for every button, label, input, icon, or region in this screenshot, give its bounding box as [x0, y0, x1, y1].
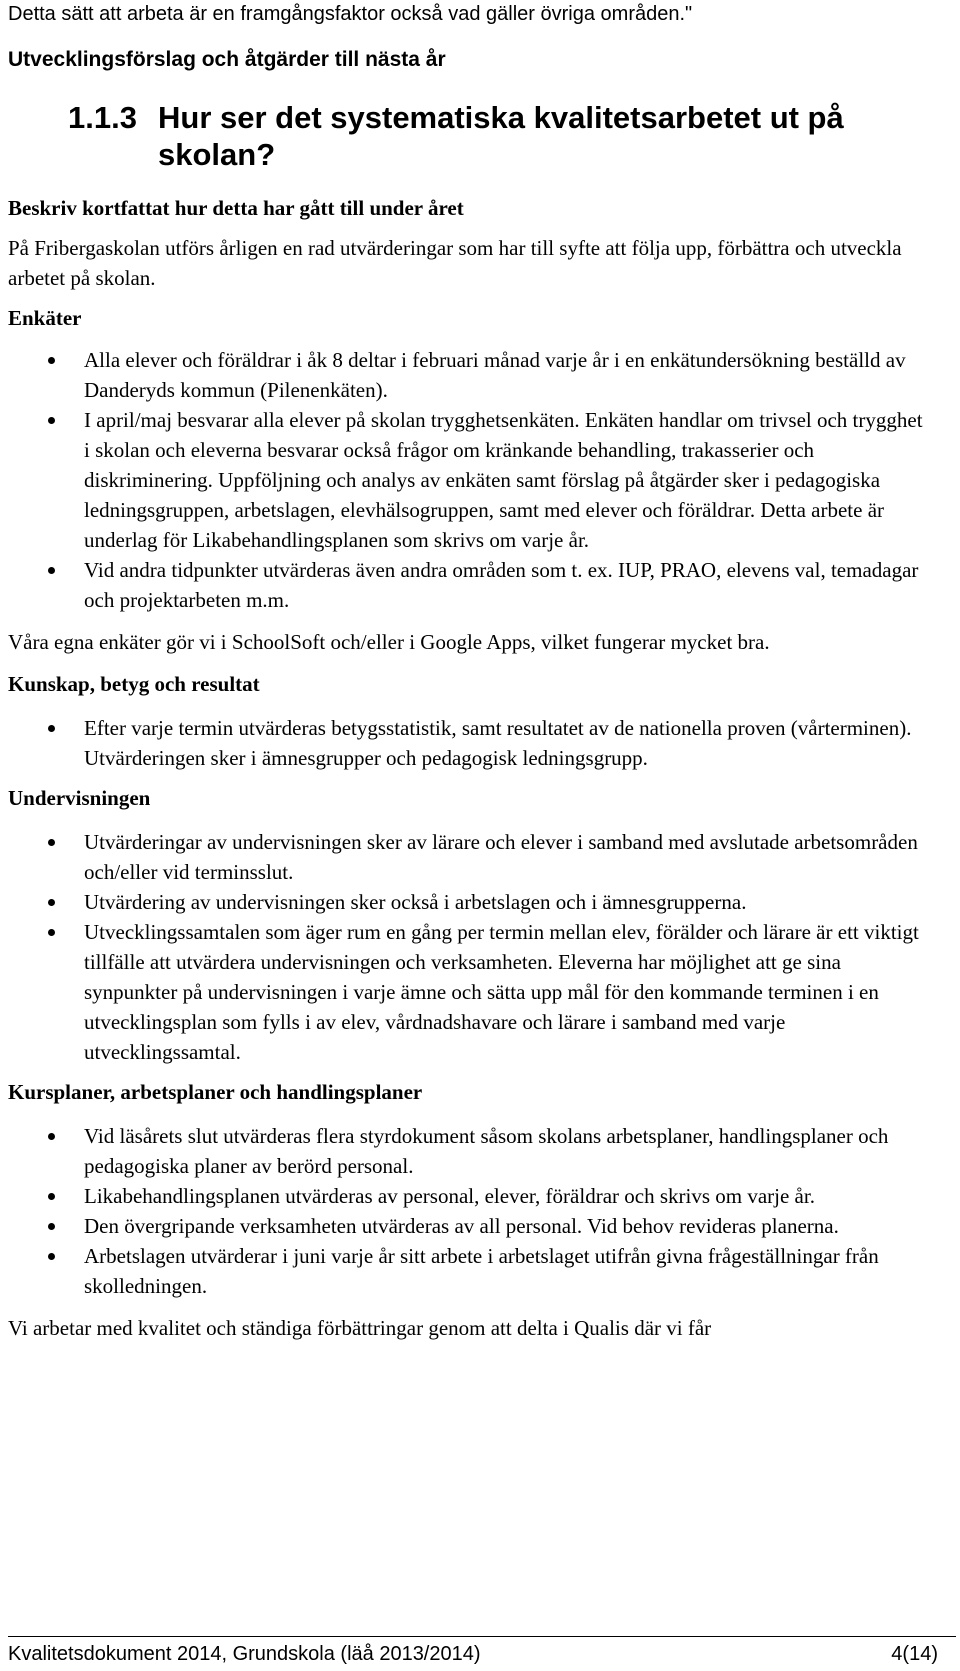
kunskap-heading: Kunskap, betyg och resultat	[8, 672, 260, 696]
list-item: Utvecklingssamtalen som äger rum en gång per termin mellan elev, förälder och lärare är ett viktigt tillfälle att utvärdera undervisningen och verksamheten. Eleverna har möjlighet att ge sina synpunkter på undervisningen i varje ämne och sätta upp mål för den kommande terminen i en utvecklingsplan som fylls i av elev, vårdnadshavare och lärare i samband med varje utvecklingssamtal.	[8, 917, 928, 1067]
bullet-icon	[48, 839, 55, 846]
list-item: Utvärderingar av undervisningen sker av lärare och elever i samband med avslutade arbetsområden och/eller vid terminsslut.	[8, 827, 928, 887]
list-item: Vid läsårets slut utvärderas flera styrdokument såsom skolans arbetsplaner, handlingsplaner och pedagogiska planer av berörd personal.	[8, 1121, 928, 1181]
list-item: Utvärdering av undervisningen sker också i arbetslagen och i ämnesgrupperna.	[8, 887, 928, 917]
bullet-icon	[48, 567, 55, 574]
section-number: 1.1.3	[68, 100, 137, 135]
list-item: Arbetslagen utvärderar i juni varje år sitt arbete i arbetslaget utifrån givna frågeställningar från skolledningen.	[8, 1241, 928, 1301]
list-item: Likabehandlingsplanen utvärderas av personal, elever, föräldrar och skrivs om varje år.	[8, 1181, 928, 1211]
bullet-icon	[48, 1193, 55, 1200]
footer-document-title: Kvalitetsdokument 2014, Grundskola (läå 2013/2014)	[8, 1643, 481, 1665]
undervisningen-list	[8, 827, 928, 1067]
subheading: Utvecklingsförslag och åtgärder till nästa år	[8, 48, 446, 71]
kursplaner-list	[8, 1121, 928, 1301]
bullet-icon	[48, 899, 55, 906]
list-item: Vid andra tidpunkter utvärderas även andra områden som t. ex. IUP, PRAO, elevens val, temadagar och projektarbeten m.m.	[8, 555, 928, 615]
page-number: 4(14)	[891, 1643, 938, 1665]
list-item: I april/maj besvarar alla elever på skolan trygghetsenkäten. Enkäten handlar om trivsel och trygghet i skolan och eleverna besvarar också frågor om kränkande behandling, trakasserier och diskriminering. Uppföljning och analys av enkäten samt förslag på åtgärder sker i pedagogiska ledningsgruppen, arbetslagen, elevhälsogruppen, samt med elever och föräldrar. Detta arbete är underlag för Likabehandlingsplanen som skrivs om varje år.	[8, 405, 928, 555]
undervisningen-heading: Undervisningen	[8, 786, 151, 810]
bullet-icon	[48, 725, 55, 732]
bullet-icon	[48, 417, 55, 424]
list-item: Den övergripande verksamheten utvärderas av all personal. Vid behov revideras planerna.	[8, 1211, 928, 1241]
enkater-list	[8, 345, 928, 615]
document-page	[8, 0, 928, 1343]
enkater-heading: Enkäter	[8, 306, 82, 330]
bullet-icon	[48, 357, 55, 364]
page-footer	[8, 1636, 956, 1666]
describe-paragraph: På Fribergaskolan utförs årligen en rad utvärderingar som har till syfte att följa upp, förbättra och utveckla arbetet på skolan.	[8, 236, 902, 290]
describe-heading: Beskriv kortfattat hur detta har gått till under året	[8, 196, 464, 220]
list-item: Alla elever och föräldrar i åk 8 deltar i februari månad varje år i en enkätundersökning beställd av Danderyds kommun (Pilenenkäten).	[8, 345, 928, 405]
list-item: Efter varje termin utvärderas betygsstatistik, samt resultatet av de nationella proven (vårterminen). Utvärderingen sker i ämnesgrupper och pedagogisk ledningsgrupp.	[8, 713, 928, 773]
section-heading	[8, 99, 928, 173]
enkater-after-paragraph: Våra egna enkäter gör vi i SchoolSoft och/eller i Google Apps, vilket fungerar mycket bra.	[8, 630, 770, 654]
bullet-icon	[48, 1253, 55, 1260]
bullet-icon	[48, 1223, 55, 1230]
bullet-icon	[48, 929, 55, 936]
section-title: Hur ser det systematiska kvalitetsarbetet ut på skolan?	[158, 100, 844, 172]
bullet-icon	[48, 1133, 55, 1140]
intro-line: Detta sätt att arbeta är en framgångsfaktor också vad gäller övriga områden."	[8, 3, 693, 25]
closing-paragraph: Vi arbetar med kvalitet och ständiga förbättringar genom att delta i Qualis där vi får	[8, 1316, 712, 1340]
kunskap-list	[8, 713, 928, 773]
kursplaner-heading: Kursplaner, arbetsplaner och handlingsplaner	[8, 1080, 423, 1104]
